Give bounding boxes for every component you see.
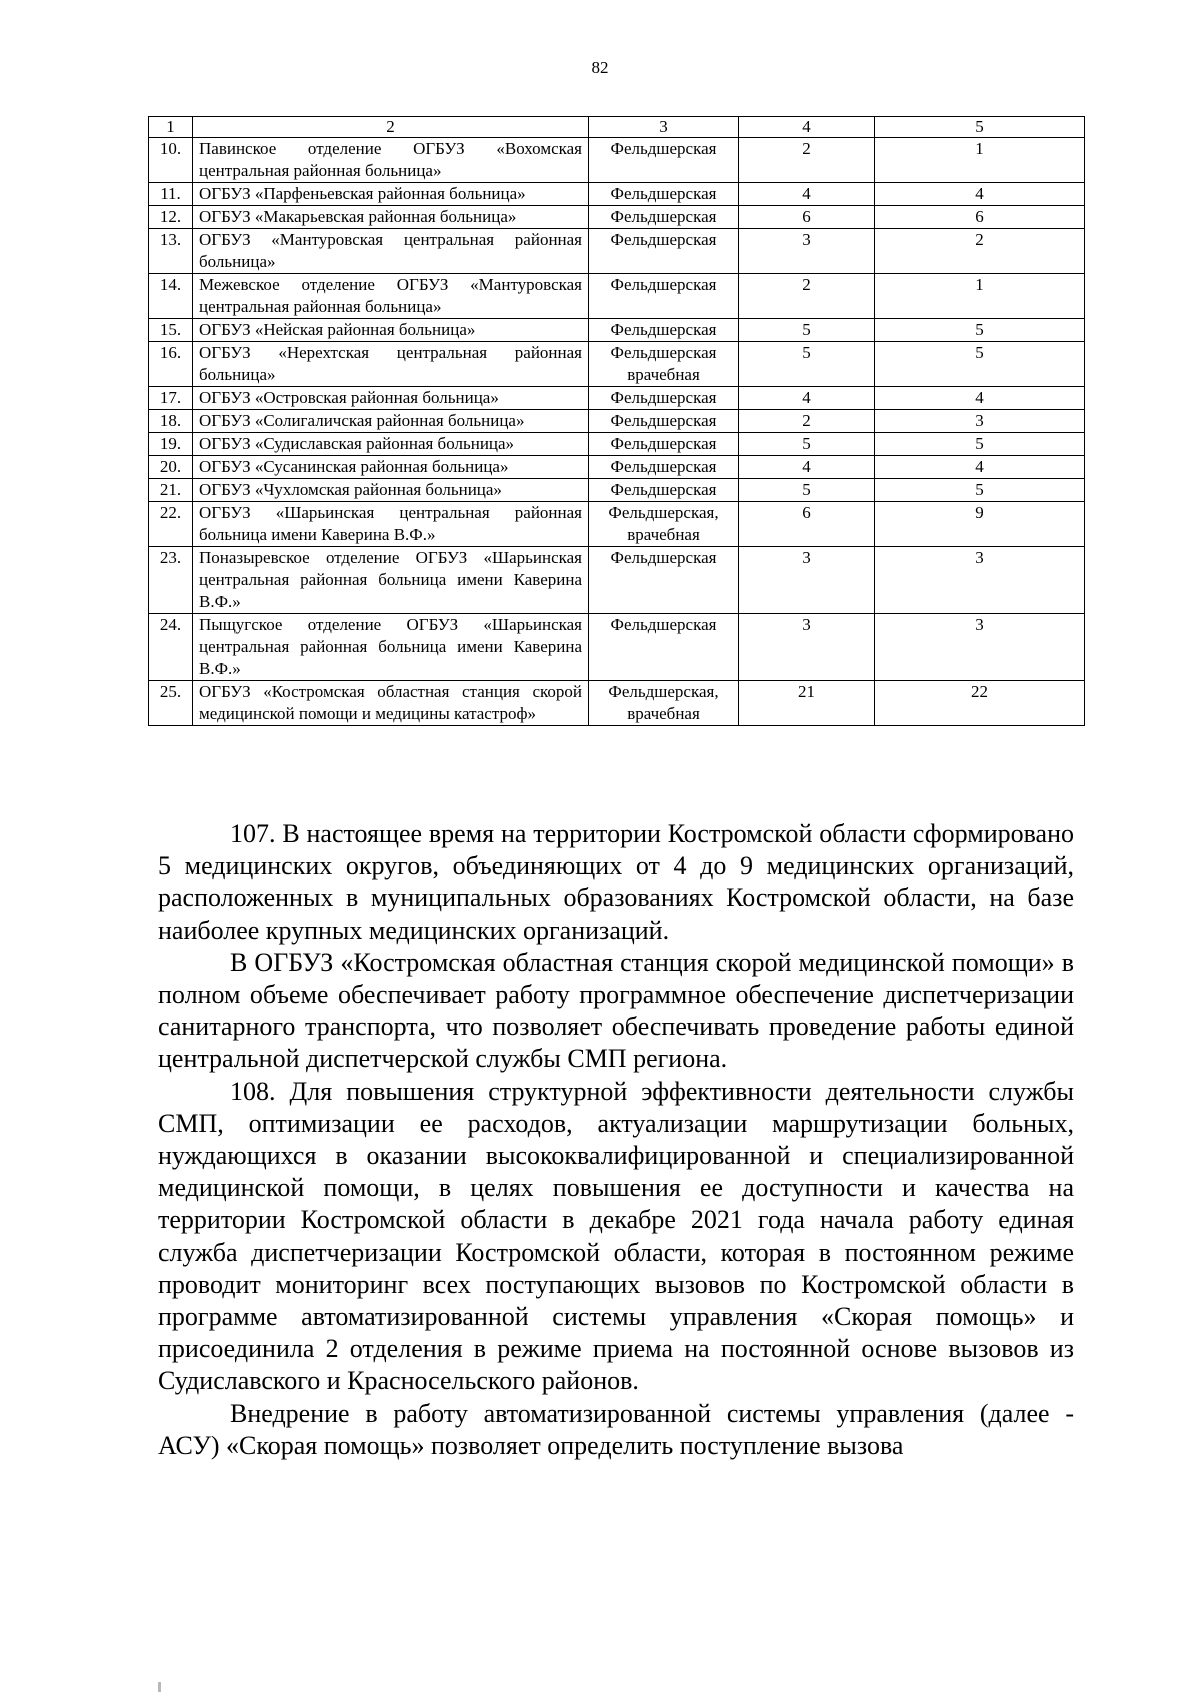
table-header-row bbox=[149, 117, 1085, 138]
page-number: 82 bbox=[591, 58, 609, 77]
table-cell-c4: 2 bbox=[739, 138, 875, 183]
table-cell-c4: 5 bbox=[739, 433, 875, 456]
table-cell-c5: 5 bbox=[875, 342, 1085, 387]
table-cell-c4: 6 bbox=[739, 502, 875, 547]
table-cell-type: Фельдшерская bbox=[589, 206, 739, 229]
table-row bbox=[149, 206, 1085, 229]
table-cell-num: 19. bbox=[149, 433, 193, 456]
table-cell-num: 13. bbox=[149, 229, 193, 274]
table-cell-c5: 4 bbox=[875, 387, 1085, 410]
table-cell-c4: 5 bbox=[739, 479, 875, 502]
table-cell-type: Фельдшерская bbox=[589, 433, 739, 456]
table-cell-type: Фельдшерская bbox=[589, 547, 739, 614]
table-row bbox=[149, 138, 1085, 183]
table-cell-org: ОГБУЗ «Шарьинская центральная районная больница имени Каверина В.Ф.» bbox=[193, 502, 589, 547]
paragraph-asu-intro: Внедрение в работу автоматизированной системы управления (далее - АСУ) «Скорая помощь» позволяет определить поступление вызова bbox=[158, 1398, 1074, 1460]
table-cell-type: Фельдшерская bbox=[589, 229, 739, 274]
table-cell-c4: 21 bbox=[739, 681, 875, 726]
table-cell-c5: 5 bbox=[875, 479, 1085, 502]
table-cell-org: ОГБУЗ «Солигаличская районная больница» bbox=[193, 410, 589, 433]
table-row bbox=[149, 479, 1085, 502]
table-cell-num: 24. bbox=[149, 614, 193, 681]
ambulance-stations-table bbox=[148, 116, 1085, 726]
table-row bbox=[149, 410, 1085, 433]
paragraph-acs-station: В ОГБУЗ «Костромская областная станция скорой медицинской помощи» в полном объеме обеспечивает работу программное обеспечение диспетчеризации санитарного транспорта, что позволяет обеспечивать проведение работы единой центральной диспетчерской службы СМП региона. bbox=[158, 947, 1074, 1074]
table-cell-type: Фельдшерская bbox=[589, 614, 739, 681]
table-row bbox=[149, 681, 1085, 726]
table-row bbox=[149, 433, 1085, 456]
table-cell-c5: 3 bbox=[875, 614, 1085, 681]
table-cell-c5: 1 bbox=[875, 138, 1085, 183]
table-row bbox=[149, 342, 1085, 387]
table-cell-num: 23. bbox=[149, 547, 193, 614]
table-cell-org: ОГБУЗ «Нерехтская центральная районная больница» bbox=[193, 342, 589, 387]
table-row bbox=[149, 387, 1085, 410]
table-cell-num: 11. bbox=[149, 183, 193, 206]
table-cell-c5: 3 bbox=[875, 410, 1085, 433]
table-row bbox=[149, 183, 1085, 206]
table-cell-c4: 2 bbox=[739, 274, 875, 319]
table-cell-c4: 5 bbox=[739, 319, 875, 342]
header-cell: 2 bbox=[193, 117, 589, 138]
table-cell-org: ОГБУЗ «Сусанинская районная больница» bbox=[193, 456, 589, 479]
table-cell-type: Фельдшерская врачебная bbox=[589, 342, 739, 387]
table-cell-c5: 1 bbox=[875, 274, 1085, 319]
table-cell-type: Фельдшерская bbox=[589, 274, 739, 319]
table-cell-type: Фельдшерская bbox=[589, 479, 739, 502]
table-cell-type: Фельдшерская, врачебная bbox=[589, 502, 739, 547]
table-cell-c4: 4 bbox=[739, 387, 875, 410]
table-cell-c4: 2 bbox=[739, 410, 875, 433]
table-row bbox=[149, 547, 1085, 614]
table-cell-num: 21. bbox=[149, 479, 193, 502]
table-cell-type: Фельдшерская bbox=[589, 138, 739, 183]
table-cell-num: 20. bbox=[149, 456, 193, 479]
table-cell-org: ОГБУЗ «Парфеньевская районная больница» bbox=[193, 183, 589, 206]
table-row bbox=[149, 502, 1085, 547]
table-cell-org: ОГБУЗ «Островская районная больница» bbox=[193, 387, 589, 410]
table-cell-org: ОГБУЗ «Костромская областная станция скорой медицинской помощи и медицины катастроф» bbox=[193, 681, 589, 726]
table-cell-num: 25. bbox=[149, 681, 193, 726]
table-cell-c4: 3 bbox=[739, 547, 875, 614]
table-cell-c4: 3 bbox=[739, 614, 875, 681]
table-cell-num: 17. bbox=[149, 387, 193, 410]
paragraph-107: 107. В настоящее время на территории Костромской области сформировано 5 медицинских округов, объединяющих от 4 до 9 медицинских организаций, расположенных в муниципальных образованиях Костромской области, на базе наиболее крупных медицинских организаций. bbox=[158, 819, 1074, 945]
table-cell-org: ОГБУЗ «Макарьевская районная больница» bbox=[193, 206, 589, 229]
table-cell-org: Поназыревское отделение ОГБУЗ «Шарьинская центральная районная больница имени Каверина В.Ф.» bbox=[193, 547, 589, 614]
table-cell-c5: 9 bbox=[875, 502, 1085, 547]
table-row bbox=[149, 614, 1085, 681]
table-body bbox=[149, 117, 1085, 726]
table-cell-c5: 6 bbox=[875, 206, 1085, 229]
table-cell-org: ОГБУЗ «Судиславская районная больница» bbox=[193, 433, 589, 456]
table-cell-num: 22. bbox=[149, 502, 193, 547]
table-cell-c5: 5 bbox=[875, 433, 1085, 456]
table-cell-c5: 4 bbox=[875, 456, 1085, 479]
table-cell-num: 14. bbox=[149, 274, 193, 319]
table-cell-c4: 6 bbox=[739, 206, 875, 229]
header-cell: 3 bbox=[589, 117, 739, 138]
table-cell-type: Фельдшерская bbox=[589, 387, 739, 410]
table-cell-type: Фельдшерская bbox=[589, 183, 739, 206]
scan-mark bbox=[158, 1682, 161, 1692]
table-cell-c4: 3 bbox=[739, 229, 875, 274]
header-cell: 5 bbox=[875, 117, 1085, 138]
table-cell-type: Фельдшерская bbox=[589, 410, 739, 433]
table-cell-c5: 2 bbox=[875, 229, 1085, 274]
body-text bbox=[158, 818, 1074, 1462]
table-row bbox=[149, 456, 1085, 479]
table-cell-c4: 4 bbox=[739, 183, 875, 206]
table-cell-num: 15. bbox=[149, 319, 193, 342]
table-cell-org: ОГБУЗ «Нейская районная больница» bbox=[193, 319, 589, 342]
table-cell-org: Межевское отделение ОГБУЗ «Мантуровская центральная районная больница» bbox=[193, 274, 589, 319]
table-cell-c5: 3 bbox=[875, 547, 1085, 614]
table-cell-num: 18. bbox=[149, 410, 193, 433]
table-cell-num: 16. bbox=[149, 342, 193, 387]
header-cell: 4 bbox=[739, 117, 875, 138]
table-cell-org: ОГБУЗ «Мантуровская центральная районная больница» bbox=[193, 229, 589, 274]
table-cell-type: Фельдшерская bbox=[589, 456, 739, 479]
table-cell-org: Павинское отделение ОГБУЗ «Вохомская центральная районная больница» bbox=[193, 138, 589, 183]
table-cell-org: Пыщугское отделение ОГБУЗ «Шарьинская центральная районная больница имени Каверина В.Ф.» bbox=[193, 614, 589, 681]
table-cell-c5: 22 bbox=[875, 681, 1085, 726]
table-cell-c5: 5 bbox=[875, 319, 1085, 342]
table-cell-num: 10. bbox=[149, 138, 193, 183]
paragraph-108: 108. Для повышения структурной эффективности деятельности службы СМП, оптимизации ее расходов, актуализации маршрутизации больных, нуждающихся в оказании высококвалифицированной и специализированной медицинской помощи, в целях повышения ее доступности и качества на территории Костромской области в декабре 2021 года начала работу единая служба диспетчеризации Костромской области, которая в постоянном режиме проводит мониторинг всех поступающих вызовов по Костромской области в программе автоматизированной системы управления «Скорая помощь» и присоединила 2 отделения в режиме приема на постоянной основе вызовов из Судиславского и Красносельского районов. bbox=[158, 1076, 1074, 1396]
table-cell-c4: 5 bbox=[739, 342, 875, 387]
table-row bbox=[149, 274, 1085, 319]
table-cell-c5: 4 bbox=[875, 183, 1085, 206]
table-cell-type: Фельдшерская bbox=[589, 319, 739, 342]
table-cell-org: ОГБУЗ «Чухломская районная больница» bbox=[193, 479, 589, 502]
table-row bbox=[149, 229, 1085, 274]
table-cell-c4: 4 bbox=[739, 456, 875, 479]
table-cell-num: 12. bbox=[149, 206, 193, 229]
header-cell: 1 bbox=[149, 117, 193, 138]
table-cell-type: Фельдшерская, врачебная bbox=[589, 681, 739, 726]
table-row bbox=[149, 319, 1085, 342]
